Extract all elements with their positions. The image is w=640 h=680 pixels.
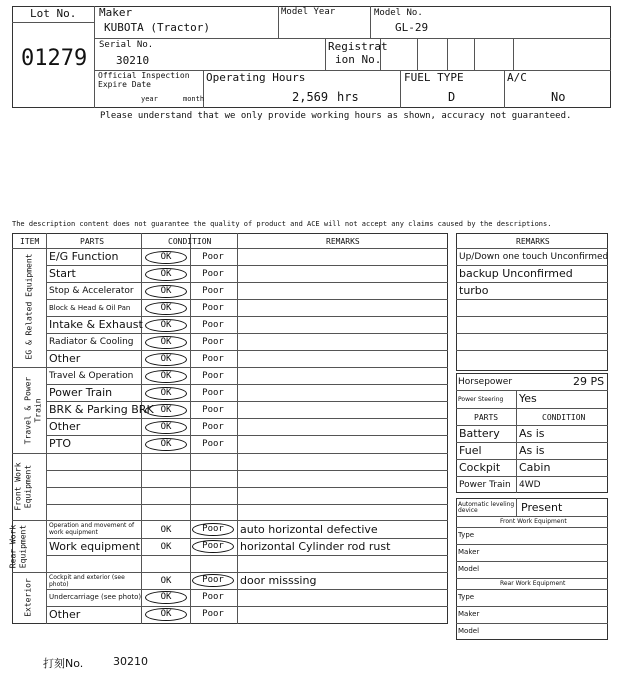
- remark-auto-horizontal: auto horizontal defective: [240, 523, 378, 536]
- front-work-header: Front Work Equipment: [500, 518, 567, 525]
- ok-circled: OK: [145, 370, 187, 383]
- poor-label: Poor: [202, 337, 224, 347]
- poor-label: Poor: [202, 320, 224, 330]
- serial-label: Serial No.: [99, 40, 154, 50]
- section-travel-2: Train: [33, 398, 43, 423]
- fuel-label: FUEL TYPE: [404, 71, 464, 84]
- part-other-eg: Other: [49, 352, 81, 365]
- part-undercarriage: Undercarriage (see photo): [49, 593, 142, 601]
- inspection-label: Official Inspection: [98, 71, 190, 80]
- condition-header: CONDITION: [542, 413, 586, 422]
- part-fuel: Fuel: [459, 444, 482, 457]
- part-operation-movement: Operation and movement of work equipment: [49, 522, 135, 536]
- ok-circled: OK: [145, 319, 187, 332]
- ok-label: OK: [160, 525, 172, 535]
- poor-label: Poor: [202, 422, 224, 432]
- poor-circled: Poor: [192, 523, 234, 536]
- remark-door-missing: door misssing: [240, 574, 317, 587]
- poor-label: Poor: [202, 303, 224, 313]
- poor-label: Poor: [202, 609, 224, 619]
- remark-line: backup Unconfirmed: [459, 267, 573, 280]
- maker-label: Maker: [99, 6, 133, 19]
- ok-circled: OK: [145, 268, 187, 281]
- section-front-2: Equipment: [23, 464, 33, 509]
- col-remarks: REMARKS: [326, 237, 360, 246]
- ok-circled: OK: [145, 608, 187, 621]
- auto-leveling-label: Automatic leveling device: [458, 501, 515, 514]
- stamp-label: 打刻No.: [43, 657, 84, 670]
- section-rear: Rear Work: [8, 524, 18, 569]
- condition-fuel: As is: [519, 444, 545, 457]
- horsepower-value: 29 PS: [573, 375, 605, 388]
- condition-battery: As is: [519, 427, 545, 440]
- poor-label: Poor: [202, 592, 224, 602]
- col-condition: CONDITION: [168, 237, 212, 246]
- model-no-label: Model No.: [374, 8, 423, 18]
- part-cockpit-exterior: Cockpit and exterior (see photo): [49, 574, 125, 588]
- part-travel-operation: Travel & Operation: [49, 371, 134, 381]
- part-work-equipment: Work equipment: [49, 540, 140, 553]
- part-power-train-right: Power Train: [459, 480, 511, 490]
- part-block-head: Block & Head & Oil Pan: [49, 304, 131, 312]
- poor-label: Poor: [202, 252, 224, 262]
- stamp-value: 30210: [113, 655, 148, 668]
- ok-circled: OK: [145, 438, 187, 451]
- hours-value: 2,569: [292, 90, 329, 104]
- ok-circled: OK: [145, 404, 187, 417]
- model-year-label: Model Year: [281, 7, 336, 17]
- poor-label: Poor: [202, 269, 224, 279]
- parts-header: PARTS: [474, 413, 499, 422]
- rear-work-header: Rear Work Equipment: [500, 580, 566, 587]
- ok-label: OK: [160, 542, 172, 552]
- poor-circled: Poor: [192, 574, 234, 587]
- ok-circled: OK: [145, 336, 187, 349]
- ok-circled: OK: [145, 421, 187, 434]
- remarks-header: REMARKS: [516, 237, 550, 246]
- ok-label: OK: [160, 576, 172, 586]
- ac-label: A/C: [507, 71, 527, 84]
- part-other-exterior: Other: [49, 608, 81, 621]
- poor-label: Poor: [202, 405, 224, 415]
- part-start: Start: [49, 267, 76, 280]
- part-cockpit: Cockpit: [459, 461, 501, 474]
- poor-label: Poor: [202, 439, 224, 449]
- section-travel: Travel & Power: [23, 376, 33, 445]
- part-eg-function: E/G Function: [49, 250, 119, 263]
- hours-label: Operating Hours: [206, 71, 306, 84]
- poor-label: Poor: [202, 354, 224, 364]
- part-intake-exhaust: Intake & Exhaust: [49, 318, 143, 331]
- col-item: ITEM: [20, 237, 40, 246]
- year-label: year: [141, 95, 158, 103]
- ok-circled: OK: [145, 285, 187, 298]
- part-stop-accelerator: Stop & Accelerator: [49, 286, 134, 296]
- rear-model-label: Model: [458, 627, 480, 635]
- serial-value: 30210: [116, 54, 150, 67]
- ok-circled: OK: [145, 302, 187, 315]
- hours-unit: hrs: [337, 90, 359, 104]
- month-label: month: [183, 95, 205, 103]
- front-type-label: Type: [458, 531, 475, 539]
- maker-value: KUBOTA (Tractor): [104, 21, 210, 34]
- section-rear-2: Equipment: [18, 524, 28, 569]
- registration-label-2: ion No.: [335, 53, 382, 66]
- part-radiator: Radiator & Cooling: [49, 337, 134, 347]
- part-pto: PTO: [49, 437, 72, 450]
- ok-circled: OK: [145, 387, 187, 400]
- col-parts: PARTS: [80, 237, 105, 246]
- lot-label: Lot No.: [30, 7, 77, 20]
- poor-label: Poor: [202, 286, 224, 296]
- front-maker-label: Maker: [458, 548, 480, 556]
- inspection-label-2: Expire Date: [98, 80, 151, 89]
- auto-leveling-value: Present: [521, 501, 563, 514]
- remark-line: turbo: [459, 284, 489, 297]
- remark-cylinder-rust: horizontal Cylinder rod rust: [240, 540, 391, 553]
- lot-number: 01279: [21, 46, 88, 71]
- poor-label: Poor: [202, 388, 224, 398]
- hours-note: Please understand that we only provide working hours as shown, accuracy not guaranteed.: [100, 111, 572, 121]
- horsepower-label: Horsepower: [458, 377, 513, 387]
- section-eg: EG & Related Equipment: [24, 253, 34, 360]
- section-exterior: Exterior: [23, 578, 33, 617]
- front-model-label: Model: [458, 565, 480, 573]
- ok-circled: OK: [145, 251, 187, 264]
- registration-label: Registrat: [328, 40, 388, 53]
- ac-value: No: [551, 90, 566, 104]
- rear-maker-label: Maker: [458, 610, 480, 618]
- section-front: Front Work: [13, 462, 23, 511]
- poor-label: Poor: [202, 371, 224, 381]
- part-battery: Battery: [459, 427, 500, 440]
- condition-cockpit: Cabin: [519, 461, 551, 474]
- rear-type-label: Type: [458, 593, 475, 601]
- ok-circled: OK: [145, 353, 187, 366]
- remark-line: Up/Down one touch Unconfirmed: [459, 252, 609, 262]
- power-steering-label: Power Steering: [458, 396, 504, 403]
- disclaimer: The description content does not guarantee the quality of product and ACE will not accept any claims caused by the descriptions.: [12, 220, 552, 228]
- power-steering-value: Yes: [519, 392, 537, 405]
- ok-circled: OK: [145, 591, 187, 604]
- poor-circled: Poor: [192, 540, 234, 553]
- part-power-train: Power Train: [49, 386, 113, 399]
- part-brk: BRK & Parking BRK: [49, 403, 154, 416]
- model-no-value: GL-29: [395, 21, 429, 34]
- condition-power-train: 4WD: [519, 480, 541, 490]
- fuel-value: D: [448, 90, 456, 104]
- part-other-travel: Other: [49, 420, 81, 433]
